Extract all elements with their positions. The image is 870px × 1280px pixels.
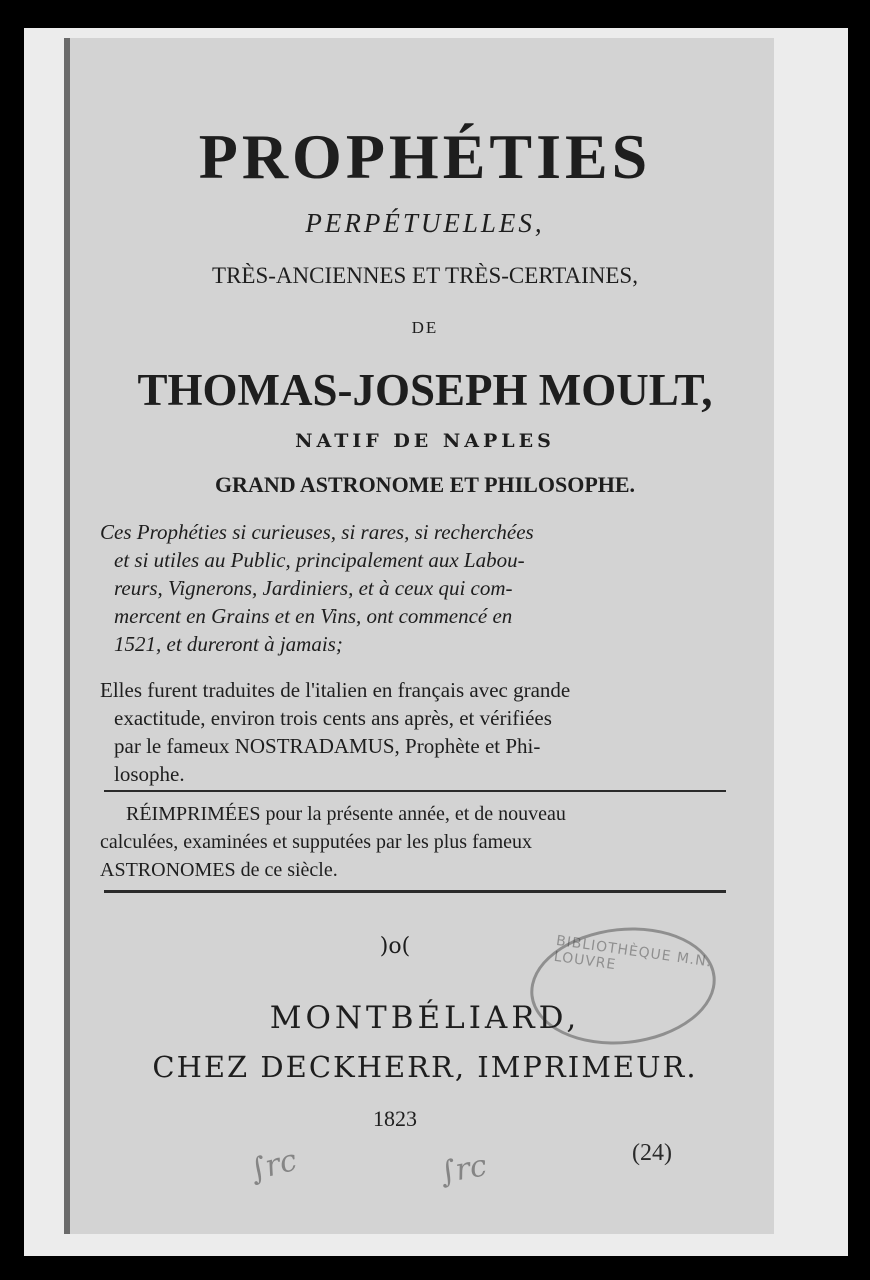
- author-origin: NATIF DE NAPLES: [295, 430, 555, 452]
- subtitle-perpetuelles: PERPÉTUELLES,: [305, 208, 545, 238]
- imprint-printer: CHEZ DECKHERR, IMPRIMEUR.: [152, 1050, 698, 1084]
- imprint-city: MONTBÉLIARD,: [269, 1000, 581, 1036]
- photo-frame: [24, 28, 848, 1256]
- paragraph-line: losophe.: [114, 762, 185, 786]
- handwritten-mark-1: ∫rc: [246, 1142, 301, 1189]
- shelf-mark: (24): [632, 1140, 672, 1166]
- paragraph-line: reurs, Vignerons, Jardiniers, et à ceux qui com-: [114, 576, 513, 600]
- reimpression-line: RÉIMPRIMÉES pour la présente année, et de nouveau: [126, 803, 566, 825]
- handwritten-mark-2: ∫rc: [437, 1148, 490, 1191]
- author-profession: GRAND ASTRONOME ET PHILOSOPHE.: [214, 472, 636, 497]
- paragraph-line: Elles furent traduites de l'italien en français avec grande: [100, 678, 571, 702]
- paragraph-line: par le fameux NOSTRADAMUS, Prophète et Phi-: [114, 734, 541, 758]
- paragraph-line: 1521, et dureront à jamais;: [114, 632, 343, 656]
- preposition-de: DE: [411, 318, 439, 337]
- divider-top: [104, 790, 726, 792]
- title-page: [64, 38, 774, 1234]
- paragraph-line: et si utiles au Public, principalement aux Labou-: [114, 548, 525, 572]
- ornament: )o(: [379, 934, 411, 959]
- subtitle-anciennes: TRÈS-ANCIENNES ET TRÈS-CERTAINES,: [212, 263, 638, 288]
- reimpression-line: ASTRONOMES de ce siècle.: [100, 859, 338, 881]
- author-name: THOMAS-JOSEPH MOULT,: [137, 365, 713, 415]
- imprint-year: 1823: [373, 1106, 417, 1131]
- book-title: PROPHÉTIES: [198, 121, 652, 192]
- reimpression-line: calculées, examinées et supputées par les plus fameux: [100, 831, 533, 853]
- library-stamp-text: BIBLIOTHÈQUE M.N. LOUVRE: [552, 932, 714, 974]
- divider-bottom: [104, 890, 726, 893]
- paragraph-line: Ces Prophéties si curieuses, si rares, si recherchées: [100, 520, 534, 544]
- paragraph-line: exactitude, environ trois cents ans après, et vérifiées: [114, 706, 552, 730]
- paragraph-line: mercent en Grains et en Vins, ont commencé en: [114, 604, 513, 628]
